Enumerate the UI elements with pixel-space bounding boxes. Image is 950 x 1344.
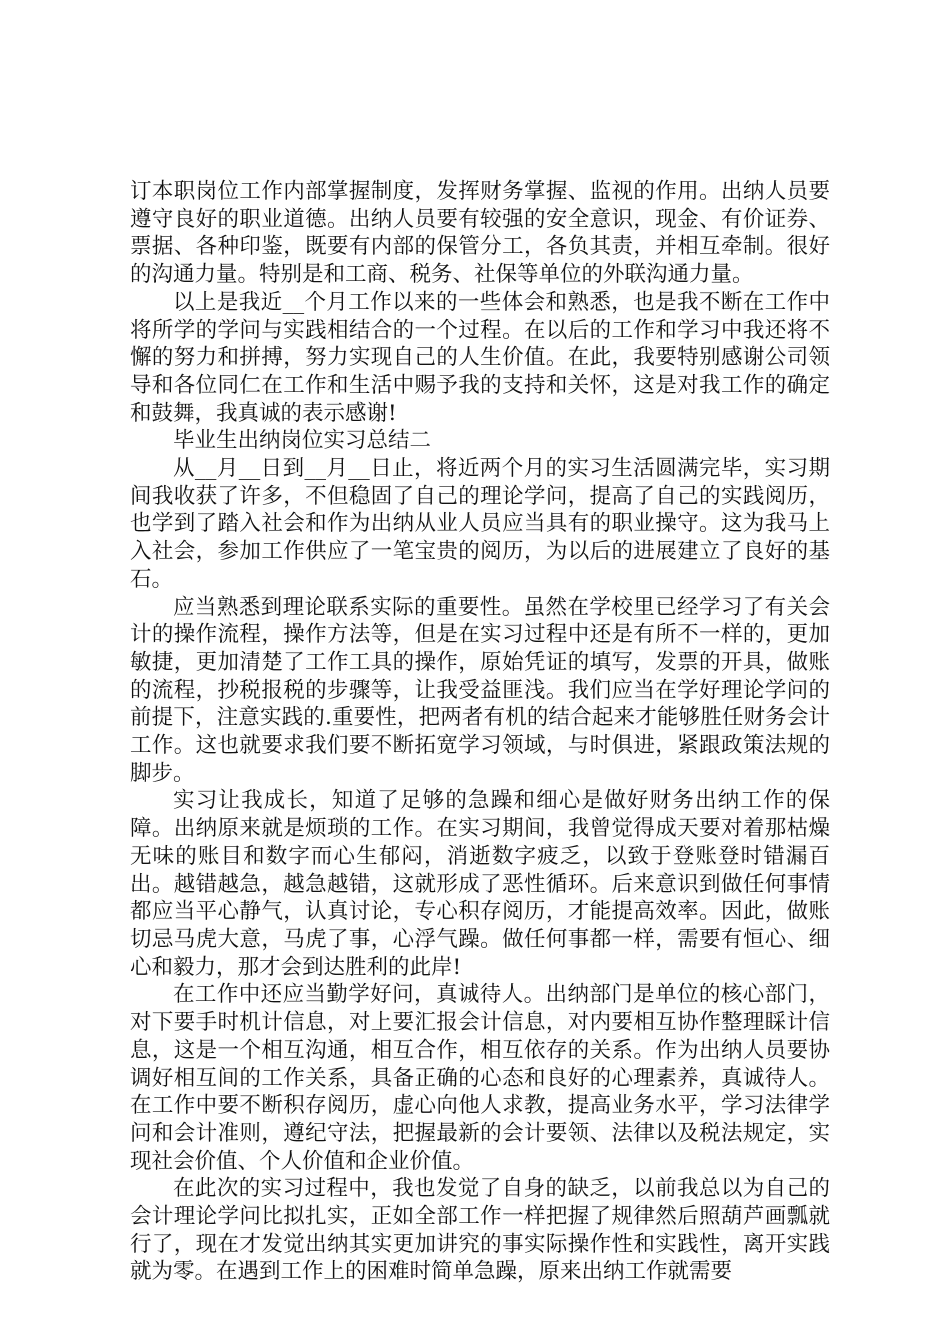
section-heading: 毕业生出纳岗位实习总结二 xyxy=(173,428,432,454)
paragraph-continuation: 订本职岗位工作内部掌握制度，发挥财务掌握、监视的作用。出纳人员要遵守良好的职业道德。出纳人员要有较强的安全意识，现金、有价证券、票据、各种印鉴，既要有内部的保管分工，各负其责，并相互牵制。很好的沟通力量。特别是和工商、税务、社保等单位的外联沟通力量。 xyxy=(130,179,830,288)
document-body xyxy=(130,178,830,1286)
paragraph-theory-practice: 应当熟悉到理论联系实际的重要性。虽然在学校里已经学习了有关会计的操作流程，操作方法等，但是在实习过程中还是有所不一样的，更加敏捷，更加清楚了工作工具的操作，原始凭证的填写，发票的开具，做账的流程，抄税报税的步骤等，让我受益匪浅。我们应当在学好理论学问的前提下，注意实践的.重要性，把两者有机的结合起来才能够胜任财务会计工作。这也就要求我们要不断拓宽学习领域，与时俱进，紧跟政策法规的脚步。 xyxy=(130,594,830,786)
paragraph-conclusion: 以上是我近__个月工作以来的一些体会和熟悉，也是我不断在工作中将所学的学问与实践相结合的一个过程。在以后的工作和学习中我还将不懈的努力和拼搏，努力实现自己的人生价值。在此，我要特别感谢公司领导和各位同仁在工作和生活中赐予我的支持和关怀，这是对我工作的确定和鼓舞，我真诚的表示感谢! xyxy=(130,289,830,426)
paragraph-diligence: 在工作中还应当勤学好问，真诚待人。出纳部门是单位的核心部门，对下要手时机计信息，对上要汇报会计信息，对内要相互协作整理睬计信息，这是一个相互沟通，相互合作，相互依存的关系。作为出纳人员要协调好相互间的工作关系，具备正确的心态和良好的心理素养，真诚待人。在工作中要不断积存阅历，虚心向他人求教，提高业务水平，学习法律学问和会计准则，遵纪守法，把握最新的会计要领、法律以及税法规定，实现社会价值、个人价值和企业价值。 xyxy=(130,982,830,1174)
paragraph-growth: 实习让我成长，知道了足够的急躁和细心是做好财务出纳工作的保障。出纳原来就是烦琐的工作。在实习期间，我曾觉得成天要对着那枯燥无味的账目和数字而心生郁闷，消逝数字疲乏，以致于登账登时错漏百出。越错越急，越急越错，这就形成了恶性循环。后来意识到做任何事情都应当平心静气，认真讨论，专心积存阅历，才能提高效率。因此，做账切忌马虎大意，马虎了事，心浮气躁。做任何事都一样，需要有恒心、细心和毅力，那才会到达胜利的此岸! xyxy=(130,788,830,980)
paragraph-shortcomings: 在此次的实习过程中，我也发觉了自身的缺乏，以前我总以为自己的会计理论学问比拟扎实，正如全部工作一样把握了规律然后照葫芦画瓢就行了，现在才发觉出纳其实更加讲究的事实际操作性和实践性，离开实践就为零。在遇到工作上的困难时简单急躁，原来出纳工作就需要 xyxy=(130,1176,830,1285)
paragraph-intro: 从__月__日到__月__日止，将近两个月的实习生活圆满完毕，实习期间我收获了许多，不但稳固了自己的理论学问，提高了自己的实践阅历，也学到了踏入社会和作为出纳从业人员应当具有的职业操守。这为我马上入社会，参加工作供应了一笔宝贵的阅历，为以后的进展建立了良好的基石。 xyxy=(130,456,830,592)
